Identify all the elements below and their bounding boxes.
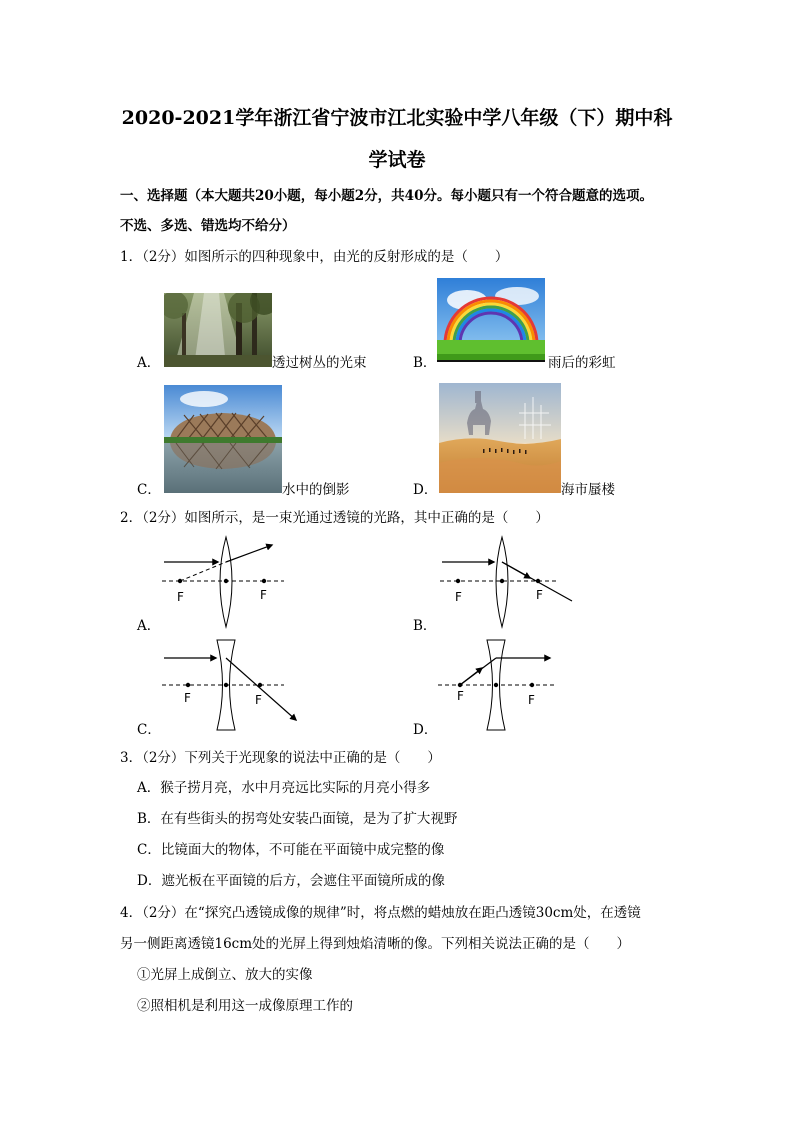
- q1-option-a-letter: A．: [137, 355, 161, 371]
- q2-d-focus-right: F: [528, 693, 535, 707]
- q3-option-c: C．比镜面大的物体，不可能在平面镜中成完整的像: [137, 842, 445, 858]
- forest-light-beams-image: [164, 293, 272, 367]
- q1-option-c-caption: 水中的倒影: [282, 482, 350, 498]
- q1-stem: 1．（2分）如图所示的四种现象中，由光的反射形成的是（ ）: [120, 249, 509, 265]
- section-heading-line1: 一、选择题（本大题共20小题，每小题2分，共40分。每小题只有一个符合题意的选项。: [120, 188, 653, 204]
- mirage-image: [439, 383, 561, 493]
- rainbow-image: [437, 278, 545, 362]
- q4-statement-2: ②照相机是利用这一成像原理工作的: [137, 998, 353, 1014]
- q1-option-b-caption: 雨后的彩虹: [548, 355, 616, 371]
- q1-option-c-letter: C．: [137, 482, 161, 498]
- q4-statement-1: ①光屏上成倒立、放大的实像: [137, 967, 313, 983]
- q2-c-focus-left: F: [184, 691, 191, 705]
- q3-option-b: B．在有些街头的拐弯处安装凸面镜，是为了扩大视野: [137, 811, 458, 827]
- q2-a-focus-left: F: [177, 590, 184, 604]
- q4-stem-line1: 4．（2分）在“探究凸透镜成像的规律”时，将点燃的蜡烛放在距凸透镜30cm处，在透镜: [120, 905, 641, 921]
- q2-a-focus-right: F: [260, 588, 267, 602]
- q2-d-focus-left: F: [457, 689, 464, 703]
- q2-c-focus-right: F: [255, 693, 262, 707]
- q1-option-a-caption: 透过树丛的光束: [272, 355, 367, 371]
- q2-diagram-b: [438, 535, 578, 635]
- q3-option-a: A．猴子捞月亮，水中月亮远比实际的月亮小得多: [137, 780, 431, 796]
- section-heading-line2: 不选、多选、错选均不给分）: [120, 218, 296, 234]
- q1-option-b-letter: B．: [413, 355, 437, 371]
- q3-option-d: D．遮光板在平面镜的后方，会遮住平面镜所成的像: [137, 873, 445, 889]
- q2-b-focus-left: F: [455, 590, 462, 604]
- q1-option-d-caption: 海市蜃楼: [561, 482, 615, 498]
- q2-stem: 2．（2分）如图所示，是一束光通过透镜的光路，其中正确的是（ ）: [120, 510, 549, 526]
- q2-b-focus-right: F: [536, 588, 543, 602]
- q2-option-d-letter: D．: [413, 722, 438, 738]
- q2-option-b-letter: B．: [413, 618, 437, 634]
- water-reflection-image: [164, 385, 282, 493]
- exam-title-line2: 学试卷: [368, 149, 426, 171]
- q2-diagram-c: [160, 638, 300, 734]
- q2-option-c-letter: C．: [137, 722, 161, 738]
- q1-option-d-letter: D．: [413, 482, 438, 498]
- exam-title-line1: 2020-2021学年浙江省宁波市江北实验中学八年级（下）期中科: [121, 107, 673, 129]
- q2-option-a-letter: A．: [137, 618, 161, 634]
- q2-diagram-d: [436, 638, 560, 734]
- q4-stem-line2: 另一侧距离透镜16cm处的光屏上得到烛焰清晰的像。下列相关说法正确的是（ ）: [120, 936, 631, 952]
- q3-stem: 3．（2分）下列关于光现象的说法中正确的是（ ）: [120, 750, 441, 766]
- q2-diagram-a: [160, 535, 290, 635]
